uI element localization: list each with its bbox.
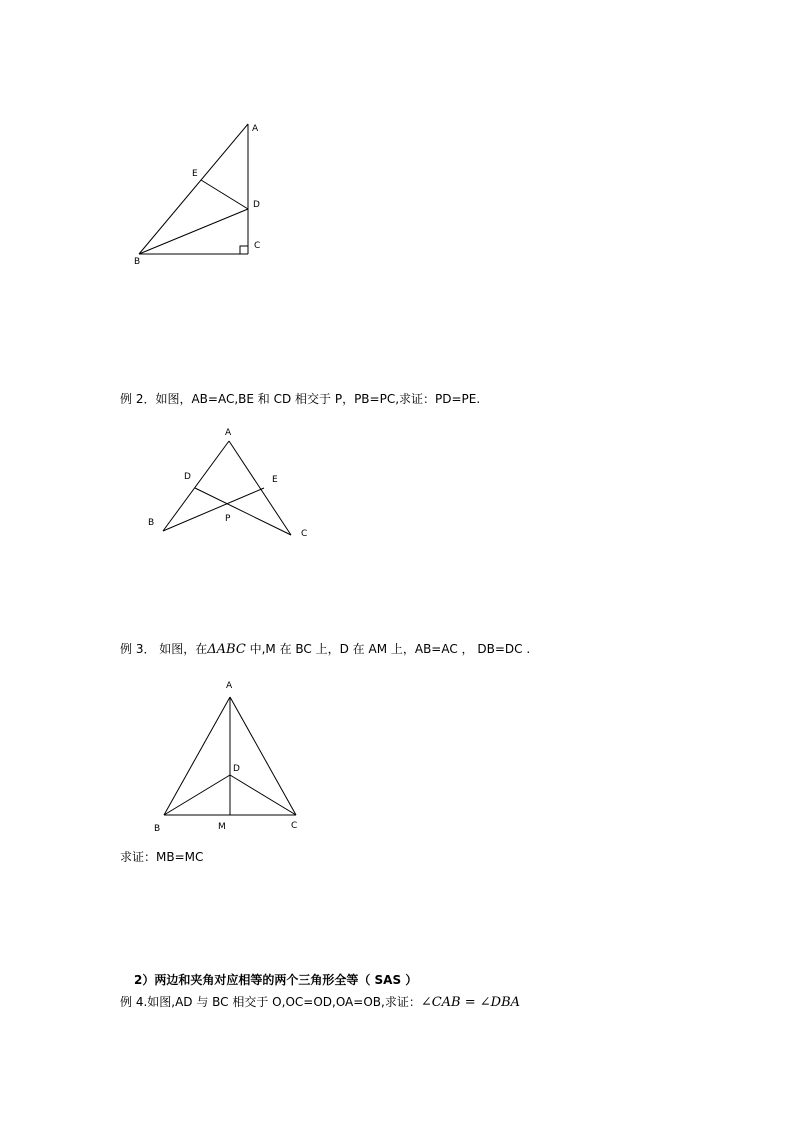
label-B: B [154, 824, 161, 834]
segment-AC [230, 697, 296, 815]
angle-formula: ∠CAB = ∠DBA [420, 995, 521, 1010]
label-E: E [192, 169, 198, 179]
segment-AB [164, 697, 230, 815]
example-3-prefix: 例 3． 如图，在 [120, 642, 208, 656]
label-D: D [184, 472, 191, 482]
label-D: D [253, 200, 260, 210]
example-3-suffix: 中,M 在 BC 上，D 在 AM 上，AB=AC ， DB=DC . [245, 642, 531, 656]
triangle-abc-symbol: ΔABC [207, 642, 246, 657]
label-A: A [226, 681, 233, 691]
example-4-text [120, 993, 520, 1010]
segment-BD [164, 775, 230, 815]
label-C: C [301, 529, 308, 539]
label-A: A [225, 428, 232, 438]
label-M: M [218, 822, 226, 832]
label-A: A [252, 124, 259, 134]
segment-DC [230, 775, 296, 815]
example-2-text: 例 2．如图，AB=AC,BE 和 CD 相交于 P，PB=PC,求证：PD=PE. [120, 392, 481, 406]
label-P: P [225, 514, 231, 524]
example-3-prove: 求证：MB=MC [120, 850, 204, 864]
section-2-heading: 2）两边和夹角对应相等的两个三角形全等（ SAS ） [134, 973, 418, 987]
label-B: B [134, 257, 141, 267]
label-C: C [291, 821, 298, 831]
label-C: C [254, 241, 261, 251]
label-B: B [148, 518, 155, 528]
label-E: E [272, 475, 278, 485]
label-D: D [233, 764, 240, 774]
example-4-prefix: 例 4.如图,AD 与 BC 相交于 O,OC=OD,OA=OB,求证： [120, 995, 421, 1009]
